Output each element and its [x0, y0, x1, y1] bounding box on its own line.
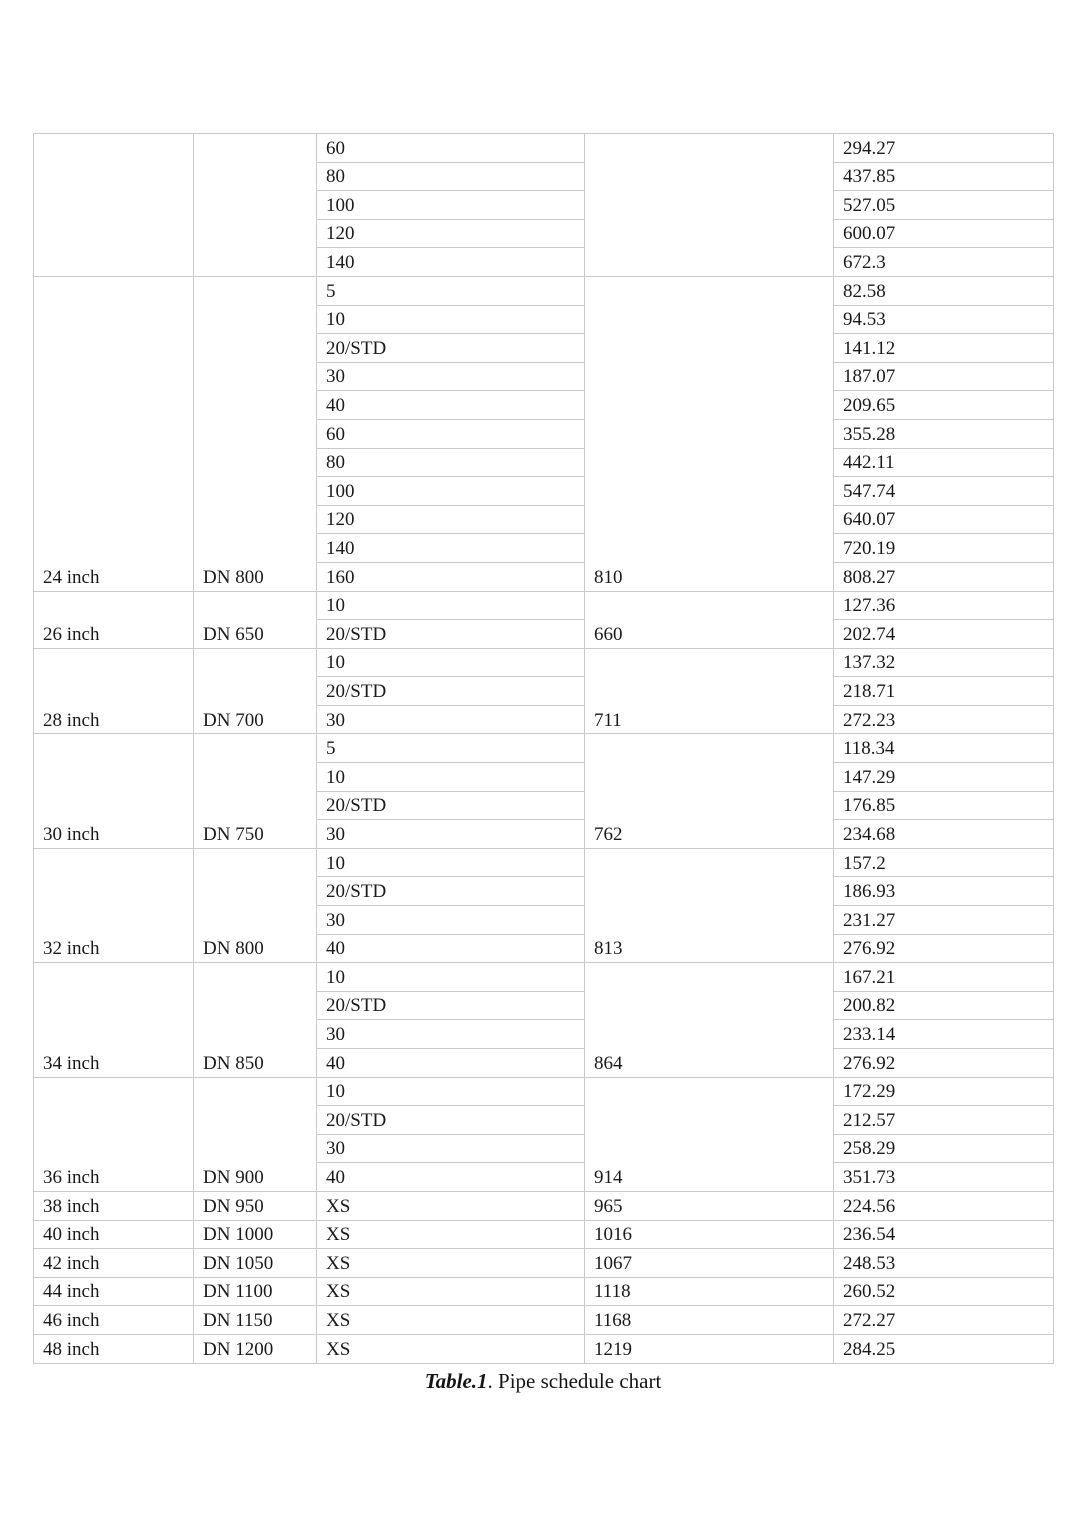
table-row	[34, 1334, 1054, 1363]
pipe-schedule-table-container	[33, 133, 1053, 1364]
cell-schedule: 10	[317, 763, 585, 792]
cell-nominal-size-inch: 38 inch	[34, 1191, 194, 1220]
table-row	[34, 1220, 1054, 1249]
cell-schedule: XS	[317, 1191, 585, 1220]
cell-outside-diameter	[585, 134, 834, 277]
cell-weight: 547.74	[834, 477, 1054, 506]
cell-schedule: 100	[317, 191, 585, 220]
cell-schedule: 10	[317, 1077, 585, 1106]
cell-weight: 172.29	[834, 1077, 1054, 1106]
cell-weight: 437.85	[834, 162, 1054, 191]
cell-nominal-size-inch: 34 inch	[34, 963, 194, 1077]
cell-nominal-size-inch	[34, 134, 194, 277]
cell-weight: 137.32	[834, 648, 1054, 677]
cell-weight: 258.29	[834, 1134, 1054, 1163]
cell-outside-diameter: 660	[585, 591, 834, 648]
cell-nominal-size-dn: DN 1050	[194, 1249, 317, 1278]
table-row	[34, 1277, 1054, 1306]
cell-nominal-size-inch: 48 inch	[34, 1334, 194, 1363]
cell-nominal-size-inch: 40 inch	[34, 1220, 194, 1249]
cell-schedule: 10	[317, 963, 585, 992]
cell-nominal-size-inch: 26 inch	[34, 591, 194, 648]
cell-weight: 141.12	[834, 334, 1054, 363]
cell-schedule: 140	[317, 248, 585, 277]
cell-outside-diameter: 762	[585, 734, 834, 848]
cell-schedule: 20/STD	[317, 677, 585, 706]
cell-weight: 157.2	[834, 848, 1054, 877]
table-row	[34, 1077, 1054, 1106]
cell-nominal-size-dn: DN 1000	[194, 1220, 317, 1249]
cell-nominal-size-dn: DN 1100	[194, 1277, 317, 1306]
cell-nominal-size-dn: DN 650	[194, 591, 317, 648]
table-caption	[33, 1369, 1053, 1394]
cell-schedule: 10	[317, 848, 585, 877]
cell-weight: 94.53	[834, 305, 1054, 334]
cell-outside-diameter: 711	[585, 648, 834, 734]
cell-schedule: 30	[317, 362, 585, 391]
cell-weight: 212.57	[834, 1106, 1054, 1135]
cell-weight: 176.85	[834, 791, 1054, 820]
pipe-schedule-table	[33, 133, 1054, 1364]
cell-weight: 167.21	[834, 963, 1054, 992]
cell-weight: 231.27	[834, 906, 1054, 935]
cell-nominal-size-dn: DN 950	[194, 1191, 317, 1220]
cell-outside-diameter: 1168	[585, 1306, 834, 1335]
cell-weight: 600.07	[834, 219, 1054, 248]
cell-weight: 82.58	[834, 276, 1054, 305]
cell-weight: 272.27	[834, 1306, 1054, 1335]
cell-schedule: 20/STD	[317, 877, 585, 906]
cell-nominal-size-dn: DN 800	[194, 276, 317, 591]
table-row	[34, 591, 1054, 620]
cell-nominal-size-inch: 46 inch	[34, 1306, 194, 1335]
cell-outside-diameter: 1219	[585, 1334, 834, 1363]
cell-schedule: 30	[317, 1020, 585, 1049]
cell-schedule: 5	[317, 276, 585, 305]
cell-outside-diameter: 965	[585, 1191, 834, 1220]
cell-nominal-size-inch: 32 inch	[34, 848, 194, 962]
cell-weight: 233.14	[834, 1020, 1054, 1049]
cell-weight: 200.82	[834, 991, 1054, 1020]
cell-nominal-size-inch: 44 inch	[34, 1277, 194, 1306]
table-row	[34, 134, 1054, 163]
cell-schedule: 20/STD	[317, 791, 585, 820]
cell-schedule: 20/STD	[317, 991, 585, 1020]
cell-schedule: 40	[317, 391, 585, 420]
cell-schedule: 120	[317, 505, 585, 534]
cell-weight: 720.19	[834, 534, 1054, 563]
cell-schedule: 30	[317, 906, 585, 935]
caption-text: Pipe schedule chart	[492, 1369, 662, 1393]
cell-outside-diameter: 1118	[585, 1277, 834, 1306]
cell-schedule: 30	[317, 1134, 585, 1163]
cell-outside-diameter: 914	[585, 1077, 834, 1191]
cell-outside-diameter: 1016	[585, 1220, 834, 1249]
cell-weight: 442.11	[834, 448, 1054, 477]
cell-schedule: 5	[317, 734, 585, 763]
cell-schedule: 80	[317, 162, 585, 191]
cell-nominal-size-inch: 42 inch	[34, 1249, 194, 1278]
cell-weight: 118.34	[834, 734, 1054, 763]
table-row	[34, 1191, 1054, 1220]
cell-weight: 294.27	[834, 134, 1054, 163]
table-row	[34, 734, 1054, 763]
cell-nominal-size-dn: DN 700	[194, 648, 317, 734]
cell-nominal-size-dn: DN 800	[194, 848, 317, 962]
cell-schedule: 40	[317, 1163, 585, 1192]
cell-schedule: 20/STD	[317, 620, 585, 649]
cell-schedule: 80	[317, 448, 585, 477]
cell-weight: 236.54	[834, 1220, 1054, 1249]
cell-nominal-size-dn: DN 850	[194, 963, 317, 1077]
caption-label: Table.1	[424, 1369, 488, 1393]
cell-weight: 224.56	[834, 1191, 1054, 1220]
cell-schedule: XS	[317, 1334, 585, 1363]
cell-weight: 672.3	[834, 248, 1054, 277]
cell-nominal-size-dn: DN 750	[194, 734, 317, 848]
cell-schedule: 30	[317, 820, 585, 849]
cell-schedule: 40	[317, 934, 585, 963]
cell-weight: 808.27	[834, 562, 1054, 591]
cell-outside-diameter: 810	[585, 276, 834, 591]
cell-nominal-size-dn: DN 1200	[194, 1334, 317, 1363]
cell-schedule: 10	[317, 648, 585, 677]
cell-schedule: 160	[317, 562, 585, 591]
cell-outside-diameter: 1067	[585, 1249, 834, 1278]
cell-schedule: XS	[317, 1306, 585, 1335]
cell-weight: 202.74	[834, 620, 1054, 649]
cell-nominal-size-dn: DN 1150	[194, 1306, 317, 1335]
table-row	[34, 1306, 1054, 1335]
cell-weight: 640.07	[834, 505, 1054, 534]
cell-nominal-size-inch: 24 inch	[34, 276, 194, 591]
cell-weight: 187.07	[834, 362, 1054, 391]
table-row	[34, 848, 1054, 877]
caption-separator: .	[487, 1369, 493, 1393]
cell-nominal-size-dn: DN 900	[194, 1077, 317, 1191]
cell-weight: 234.68	[834, 820, 1054, 849]
table-row	[34, 1249, 1054, 1278]
cell-weight: 276.92	[834, 1049, 1054, 1078]
cell-weight: 276.92	[834, 934, 1054, 963]
cell-weight: 260.52	[834, 1277, 1054, 1306]
cell-weight: 127.36	[834, 591, 1054, 620]
cell-schedule: 10	[317, 591, 585, 620]
cell-nominal-size-dn	[194, 134, 317, 277]
cell-schedule: 60	[317, 134, 585, 163]
cell-schedule: 20/STD	[317, 1106, 585, 1135]
cell-nominal-size-inch: 36 inch	[34, 1077, 194, 1191]
table-row	[34, 276, 1054, 305]
cell-weight: 186.93	[834, 877, 1054, 906]
cell-weight: 218.71	[834, 677, 1054, 706]
cell-weight: 248.53	[834, 1249, 1054, 1278]
table-row	[34, 963, 1054, 992]
cell-schedule: XS	[317, 1249, 585, 1278]
cell-weight: 147.29	[834, 763, 1054, 792]
cell-schedule: XS	[317, 1277, 585, 1306]
cell-weight: 355.28	[834, 419, 1054, 448]
cell-schedule: 10	[317, 305, 585, 334]
cell-weight: 209.65	[834, 391, 1054, 420]
table-body	[34, 134, 1054, 1364]
cell-weight: 272.23	[834, 705, 1054, 734]
cell-schedule: 30	[317, 705, 585, 734]
cell-schedule: 40	[317, 1049, 585, 1078]
cell-schedule: 140	[317, 534, 585, 563]
table-row	[34, 648, 1054, 677]
cell-outside-diameter: 813	[585, 848, 834, 962]
cell-weight: 527.05	[834, 191, 1054, 220]
cell-schedule: 100	[317, 477, 585, 506]
cell-weight: 284.25	[834, 1334, 1054, 1363]
cell-weight: 351.73	[834, 1163, 1054, 1192]
cell-schedule: XS	[317, 1220, 585, 1249]
cell-nominal-size-inch: 28 inch	[34, 648, 194, 734]
cell-schedule: 120	[317, 219, 585, 248]
cell-nominal-size-inch: 30 inch	[34, 734, 194, 848]
cell-schedule: 60	[317, 419, 585, 448]
cell-outside-diameter: 864	[585, 963, 834, 1077]
cell-schedule: 20/STD	[317, 334, 585, 363]
